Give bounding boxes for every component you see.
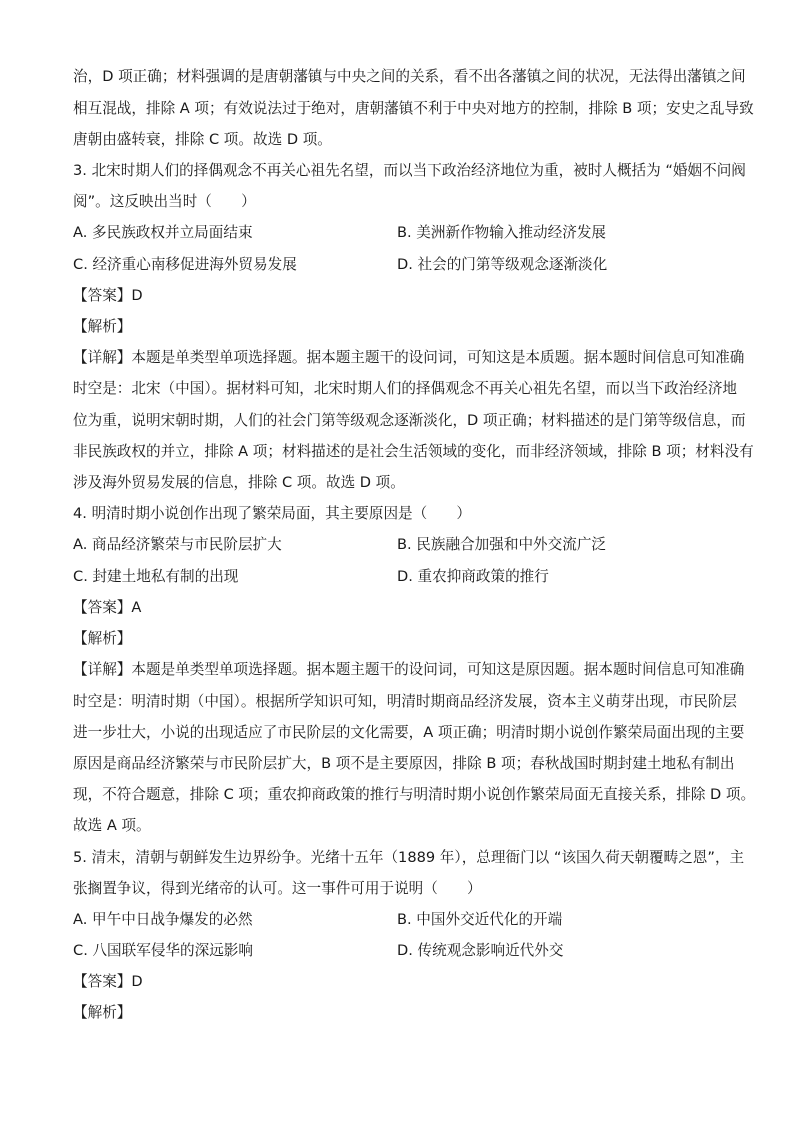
q3-answer: 【答案】D: [73, 287, 143, 304]
q4-detail-line-3: 进一步壮大，小说的出现适应了市民阶层的文化需要，A 项正确；明清时期小说创作繁荣局面出现的主要: [73, 724, 745, 741]
q5-option-b: B. 中国外交近代化的开端: [397, 911, 563, 928]
q4-option-a: A. 商品经济繁荣与市民阶层扩大: [73, 536, 282, 553]
q5-option-d: D. 传统观念影响近代外交: [397, 942, 564, 959]
q4-detail-line-4: 原因是商品经济繁荣与市民阶层扩大，B 项不是主要原因，排除 B 项；春秋战国时期封建土地私有制出: [73, 755, 735, 772]
q4-detail-line-6: 故选 A 项。: [73, 817, 151, 834]
q3-option-c: C. 经济重心南移促进海外贸易发展: [73, 256, 297, 273]
q3-detail-line-1: 【详解】本题是单类型单项选择题。据本题主题干的设问词，可知这是本质题。据本题时间信息可知准确: [73, 349, 745, 366]
q5-answer: 【答案】D: [73, 973, 143, 990]
q4-analysis-label: 【解析】: [73, 630, 132, 647]
q3-option-d: D. 社会的门第等级观念逐渐淡化: [397, 256, 608, 273]
q4-answer: 【答案】A: [73, 599, 142, 616]
q3-option-b: B. 美洲新作物输入推动经济发展: [397, 224, 607, 241]
q5-stem-line-2: 张搁置争议，得到光绪帝的认可。这一事件可用于说明（ ）: [73, 880, 482, 897]
q3-stem-line-1: 3. 北宋时期人们的择偶观念不再关心祖先名望，而以当下政治经济地位为重，被时人概括为 “婚姻不问阀: [73, 162, 746, 179]
q5-stem-line-1: 5. 清末，清朝与朝鲜发生边界纷争。光绪十五年（1889 年），总理衙门以 “该国久荷天朝覆畴之恩”，主: [73, 849, 745, 866]
intro-line-3: 唐朝由盛转衰，排除 C 项。故选 D 项。: [73, 131, 332, 148]
q4-stem-line-1: 4. 明清时期小说创作出现了繁荣局面，其主要原因是（ ）: [73, 505, 472, 522]
q5-option-c: C. 八国联军侵华的深远影响: [73, 942, 254, 959]
q4-option-d: D. 重农抑商政策的推行: [397, 568, 549, 585]
q4-option-c: C. 封建土地私有制的出现: [73, 568, 239, 585]
q5-option-a: A. 甲午中日战争爆发的必然: [73, 911, 253, 928]
intro-line-2: 相互混战，排除 A 项；有效说法过于绝对，唐朝藩镇不利于中央对地方的控制，排除 B 项；安史之乱导致: [73, 100, 754, 117]
q3-detail-line-5: 涉及海外贸易发展的信息，排除 C 项。故选 D 项。: [73, 474, 405, 491]
q4-detail-line-5: 现，不符合题意，排除 C 项；重农抑商政策的推行与明清时期小说创作繁荣局面无直接关系，排除 D 项。: [73, 786, 756, 803]
q3-analysis-label: 【解析】: [73, 318, 132, 335]
q3-detail-line-4: 非民族政权的并立，排除 A 项；材料描述的是社会生活领域的变化，而非经济领域，排除 B 项；材料没有: [73, 443, 754, 460]
q3-detail-line-2: 时空是：北宋（中国）。据材料可知，北宋时期人们的择偶观念不再关心祖先名望，而以当下政治经济地: [73, 380, 738, 397]
q3-stem-line-2: 阅”。这反映出当时（ ）: [73, 193, 256, 210]
q4-detail-line-1: 【详解】本题是单类型单项选择题。据本题主题干的设问词，可知这是原因题。据本题时间信息可知准确: [73, 661, 745, 678]
q5-analysis-label: 【解析】: [73, 1004, 132, 1021]
q4-option-b: B. 民族融合加强和中外交流广泛: [397, 536, 607, 553]
q4-detail-line-2: 时空是：明清时期（中国）。根据所学知识可知，明清时期商品经济发展，资本主义萌芽出现，市民阶层: [73, 693, 738, 710]
q3-option-a: A. 多民族政权并立局面结束: [73, 224, 253, 241]
intro-line-1: 治，D 项正确；材料强调的是唐朝藩镇与中央之间的关系，看不出各藩镇之间的状况，无法得出藩镇之间: [73, 68, 746, 85]
q3-detail-line-3: 位为重，说明宋朝时期，人们的社会门第等级观念逐渐淡化，D 项正确；材料描述的是门第等级信息，而: [73, 412, 746, 429]
